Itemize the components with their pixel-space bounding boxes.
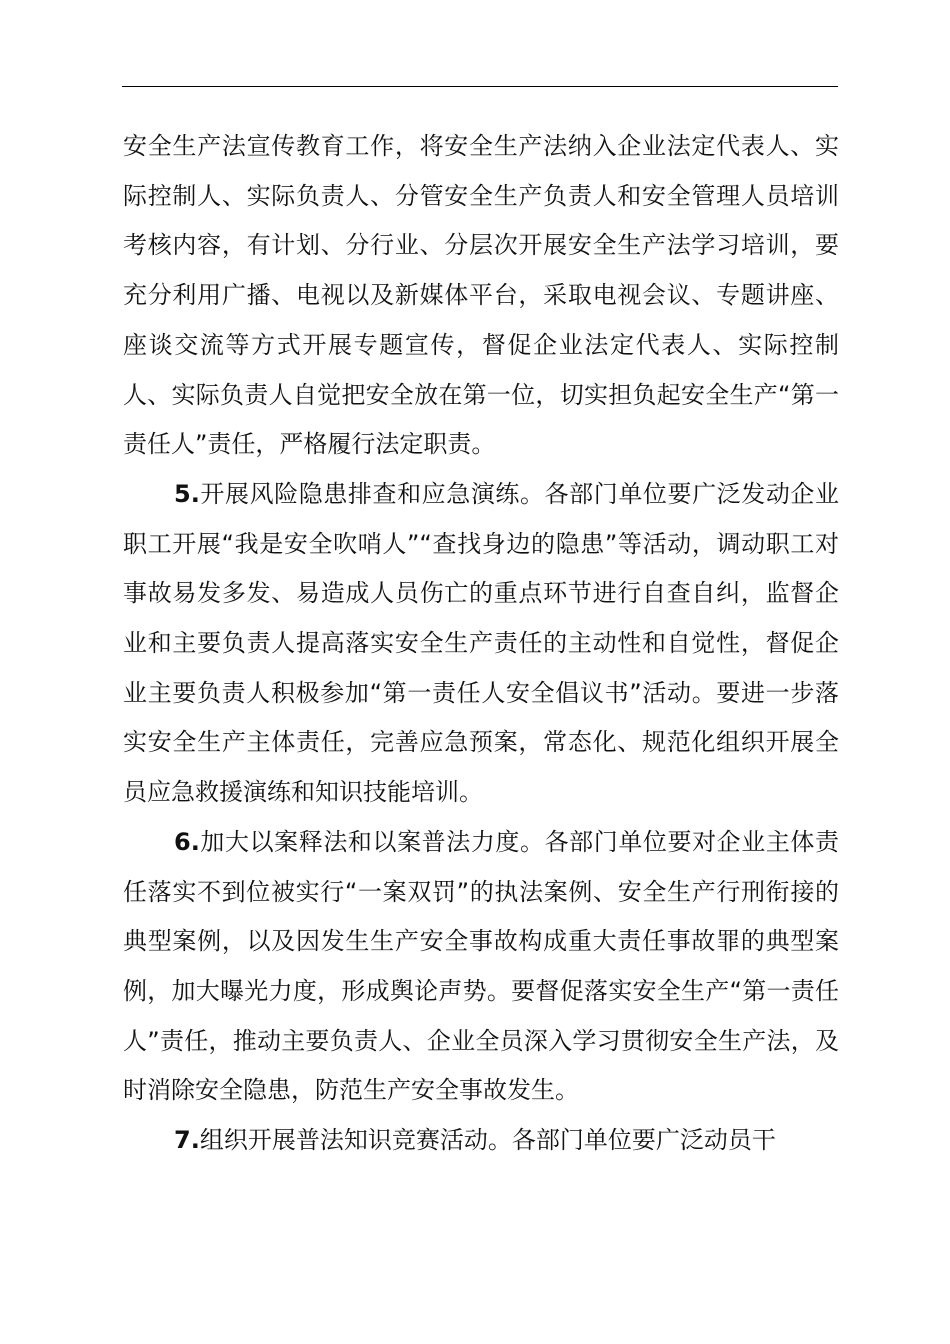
paragraph-text: 开展风险隐患排查和应急演练。各部门单位要广泛发动企业职工开展“我是安全吹哨人”“查找身边的隐患”等活动，调动职工对事故易发多发、易造成人员伤亡的重点环节进行自查自纠，监督企业和主要负责人提高落实安全生产责任的主动性和自觉性，督促企业主要负责人积极参加“第一责任人安全倡议书”活动。要进一步落实安全生产主体责任，完善应急预案，常态化、规范化组织开展全员应急救援演练和知识技能培训。 [123, 479, 839, 807]
paragraph-text: 安全生产法宣传教育工作，将安全生产法纳入企业法定代表人、实际控制人、实际负责人、分管安全生产负责人和安全管理人员培训考核内容，有计划、分行业、分层次开展安全生产法学习培训，要充分利用广播、电视以及新媒体平台，采取电视会议、专题讲座、座谈交流等方式开展专题宣传，督促企业法定代表人、实际控制人、实际负责人自觉把安全放在第一位，切实担负起安全生产“第一责任人”责任，严格履行法定职责。 [123, 132, 839, 459]
paragraph-number: 6. [174, 827, 200, 856]
paragraph-number: 5. [174, 479, 200, 508]
document-body [123, 122, 839, 1166]
paragraph-item-6 [123, 818, 839, 1116]
paragraph-number: 7. [174, 1126, 200, 1155]
paragraph-text: 组织开展普法知识竞赛活动。各部门单位要广泛动员干 [199, 1126, 776, 1155]
paragraph-item-7 [123, 1116, 839, 1166]
header-rule [122, 86, 838, 87]
paragraph-continued [123, 122, 839, 470]
paragraph-text: 加大以案释法和以案普法力度。各部门单位要对企业主体责任落实不到位被实行“一案双罚”的执法案例、安全生产行刑衔接的典型案例，以及因发生生产安全事故构成重大责任事故罪的典型案例，加大曝光力度，形成舆论声势。要督促落实安全生产“第一责任人”责任，推动主要负责人、企业全员深入学习贯彻安全生产法，及时消除安全隐患，防范生产安全事故发生。 [123, 827, 839, 1105]
paragraph-item-5 [123, 470, 839, 818]
